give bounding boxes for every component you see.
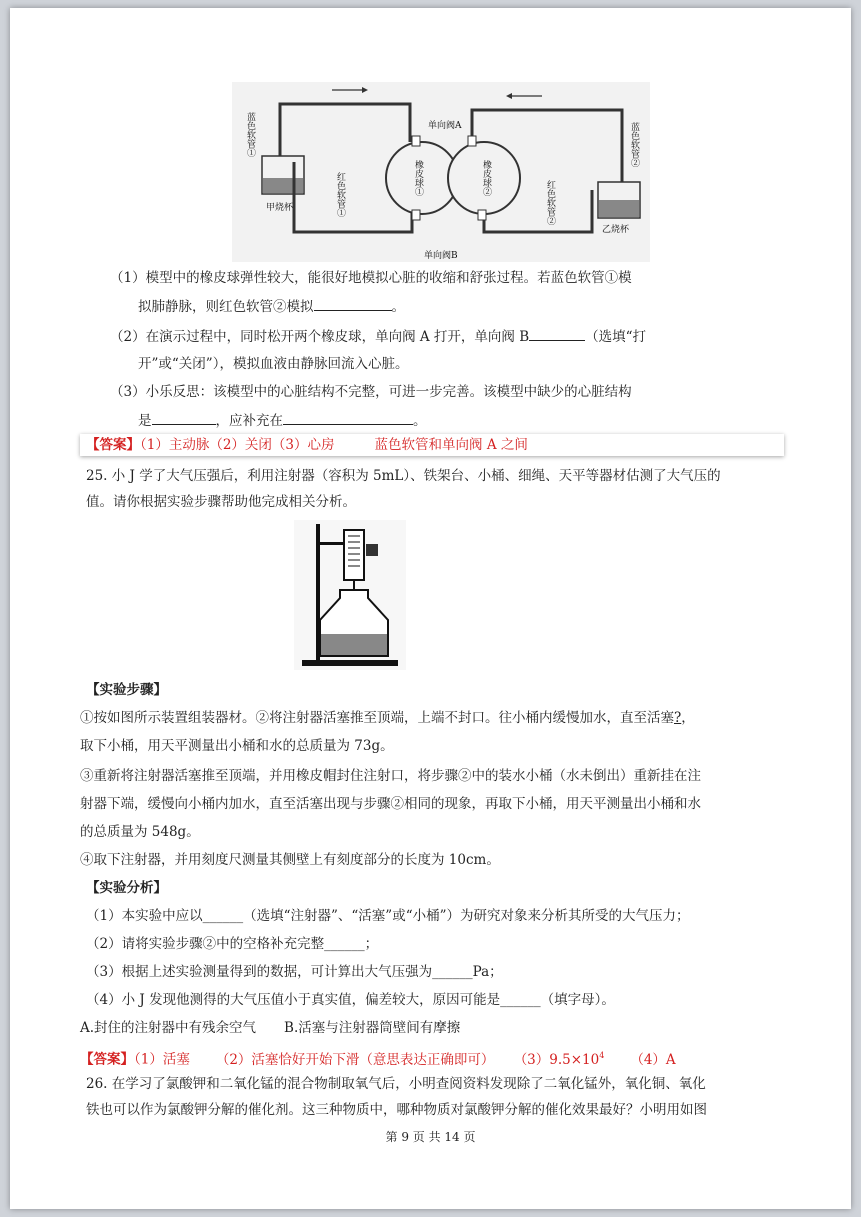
label-blue-tube-right: 蓝色软管② [629, 122, 639, 167]
label-valve-a: 单向阀A [428, 121, 462, 131]
q24-part2-line1: （2）在演示过程中，同时松开两个橡皮球，单向阀 A 打开，单向阀 B （选填“打 [110, 326, 646, 347]
option-a: A.封住的注射器中有残余空气 [80, 1020, 257, 1036]
q25-intro-line2: 值。请你根据实验步骤帮助他完成相关分析。 [86, 494, 356, 510]
blank-q24-1[interactable] [314, 296, 392, 311]
label-ball-left: 橡皮球① [413, 160, 423, 196]
blank-q24-3a[interactable] [152, 410, 216, 425]
step1-line1: ①按如图所示装置组装器材。②将注射器活塞推至顶端，上端不封口。往小桶内缓慢加水，直至活塞?， [80, 710, 695, 726]
step3-line3: 的总质量为 548g。 [80, 824, 200, 840]
q25-intro-line1: 25. 小 J 学了大气压强后，利用注射器（容积为 5mL）、铁架台、小桶、细绳、天平等器材估测了大气压的 [86, 468, 721, 484]
label-red-tube-right: 红色软管② [545, 180, 555, 225]
q24-part1-line1: （1）模型中的橡皮球弹性较大，能很好地模拟心脏的收缩和舒张过程。若蓝色软管①模 [110, 270, 632, 286]
label-ball-right: 橡皮球② [481, 160, 491, 196]
q25-answer: 【答案】（1）活塞 （2）活塞恰好开始下滑（意思表达正确即可） $(3)9.5\times 10^4$ （4）A [80, 1051, 676, 1068]
label-red-tube-left: 红色软管① [335, 172, 345, 217]
step3-line1: ③重新将注射器活塞推至顶端，并用橡皮帽封住注射口，将步骤②中的装水小桶（水未倒出）重新挂在注 [80, 768, 701, 784]
label-beaker-right: 乙烧杯 [602, 225, 630, 235]
analysis-2: （2）请将实验步骤②中的空格补充完整______； [86, 936, 379, 952]
q24-part3-line1: （3）小乐反思：该模型中的心脏结构不完整，可进一步完善。该模型中缺少的心脏结构 [110, 384, 632, 400]
analysis-title: 【实验分析】 [86, 880, 167, 896]
blank-step1[interactable]: ? [674, 710, 682, 726]
step1-line2: 取下小桶，用天平测量出小桶和水的总质量为 73g。 [80, 738, 394, 754]
heart-model-diagram [232, 82, 650, 262]
q24-answer-bar [80, 434, 784, 456]
q24-part2-line2: 开”或“关闭”），模拟血液由静脉回流入心脏。 [138, 356, 409, 372]
step4-line: ④取下注射器，并用刻度尺测量其侧壁上有刻度部分的长度为 10cm。 [80, 852, 500, 868]
option-b: B.活塞与注射器筒壁间有摩擦 [284, 1020, 461, 1036]
analysis-4: （4）小 J 发现他测得的大气压值小于真实值，偏差较大，原因可能是______（填字母）。 [86, 992, 615, 1008]
heart-model-figure [232, 82, 650, 262]
q24-part3-line2: 是 ，应补充在 。 [138, 410, 427, 431]
blank-q24-3b[interactable] [283, 410, 413, 425]
label-beaker-left: 甲烧杯 [266, 203, 294, 213]
options-line [80, 1018, 460, 1038]
steps-title: 【实验步骤】 [86, 682, 167, 698]
syringe-apparatus-diagram [294, 520, 406, 670]
document-page [10, 8, 851, 1209]
syringe-apparatus-figure [294, 520, 406, 670]
label-valve-b: 单向阀B [424, 251, 458, 261]
q24-answer: 【答案】（1）主动脉（2）关闭（3）心房 蓝色软管和单向阀 A 之间 [86, 437, 528, 453]
analysis-1: （1）本实验中应以______（选填“注射器”、“活塞”或“小桶”）为研究对象来分析其所受的大气压力； [86, 908, 690, 924]
step3-line2: 射器下端，缓慢向小桶内加水，直至活塞出现与步骤②相同的现象，再取下小桶，用天平测量出小桶和水 [80, 796, 701, 812]
analysis-3: （3）根据上述实验测量得到的数据，可计算出大气压强为______Pa； [86, 964, 503, 980]
q26-line2: 铁也可以作为氯酸钾分解的催化剂。这三种物质中，哪种物质对氯酸钾分解的催化效果最好？小明用如图 [86, 1102, 707, 1118]
label-blue-tube-left: 蓝色软管① [245, 112, 255, 157]
q24-part1-line2: 拟肺静脉，则红色软管②模拟 。 [138, 296, 405, 317]
q26-line1: 26. 在学习了氯酸钾和二氧化锰的混合物制取氧气后，小明查阅资料发现除了二氧化锰外，氧化铜、氧化 [86, 1076, 706, 1092]
page-footer: 第 9 页 共 14 页 [385, 1130, 476, 1144]
blank-q24-2[interactable] [529, 326, 585, 341]
